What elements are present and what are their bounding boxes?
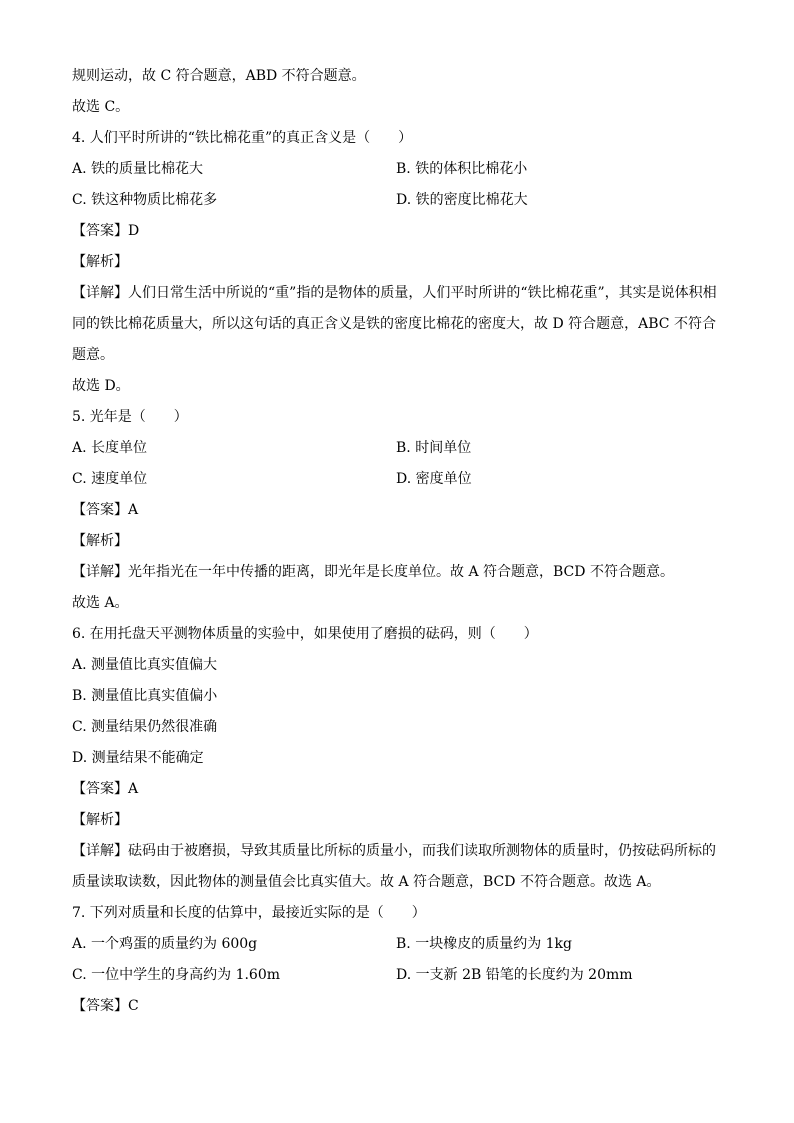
q5-detail: 【详解】光年指光在一年中传播的距离，即光年是长度单位。故 A 符合题意，BCD 不符合题意。 [72, 564, 674, 580]
question-7-stem: 7. 下列对质量和长度的估算中，最接近实际的是（ ） [72, 905, 426, 921]
q6-analysis-label: 【解析】 [72, 812, 128, 828]
q5-analysis-label: 【解析】 [72, 533, 128, 549]
q5-option-c: C. 速度单位 [72, 471, 148, 487]
question-6-stem: 6. 在用托盘天平测物体质量的实验中，如果使用了磨损的砝码，则（ ） [72, 626, 538, 642]
q6-detail: 【详解】砝码由于被磨损，导致其质量比所标的质量小，而我们读取所测物体的质量时，仍按砝码所标的质量读取读数，因此物体的测量值会比真实值大。故 A 符合题意，BCD 不符合题意。故选 A。 [72, 843, 716, 890]
question-4-stem: 4. 人们平时所讲的“铁比棉花重”的真正含义是（ ） [72, 130, 413, 146]
q7-option-a: A. 一个鸡蛋的质量约为 600g [72, 936, 258, 952]
choose-line: 故选 C。 [72, 99, 130, 115]
q4-option-c: C. 铁这种物质比棉花多 [72, 192, 218, 208]
q4-option-b: B. 铁的体积比棉花小 [396, 161, 528, 177]
q4-detail: 【详解】人们日常生活中所说的“重”指的是物体的质量，人们平时所讲的“铁比棉花重”，其实是说体积相同的铁比棉花质量大，所以这句话的真正含义是铁的密度比棉花的密度大，故 D 符合题意，ABC 不符合题意。 [72, 285, 717, 363]
q4-answer: 【答案】D [72, 223, 140, 239]
q4-analysis-label: 【解析】 [72, 254, 128, 270]
q7-option-d: D. 一支新 2B 铅笔的长度约为 20mm [396, 967, 633, 983]
q5-option-d: D. 密度单位 [396, 471, 472, 487]
q6-answer: 【答案】A [72, 781, 139, 797]
q5-option-b: B. 时间单位 [396, 440, 472, 456]
q7-option-c: C. 一位中学生的身高约为 1.60m [72, 967, 281, 983]
q7-option-b: B. 一块橡皮的质量约为 1kg [396, 936, 572, 952]
q7-answer: 【答案】C [72, 998, 139, 1014]
q5-option-a: A. 长度单位 [72, 440, 148, 456]
q6-option-a: A. 测量值比真实值偏大 [72, 657, 218, 673]
q4-choose: 故选 D。 [72, 378, 130, 394]
q5-choose: 故选 A。 [72, 595, 129, 611]
q6-option-b: B. 测量值比真实值偏小 [72, 688, 218, 704]
q5-answer: 【答案】A [72, 502, 139, 518]
q4-option-d: D. 铁的密度比棉花大 [396, 192, 528, 208]
q6-option-c: C. 测量结果仍然很准确 [72, 719, 218, 735]
q6-option-d: D. 测量结果不能确定 [72, 750, 204, 766]
continued-text-line: 规则运动，故 C 符合题意，ABD 不符合题意。 [72, 68, 366, 84]
q4-option-a: A. 铁的质量比棉花大 [72, 161, 204, 177]
question-5-stem: 5. 光年是（ ） [72, 409, 188, 425]
